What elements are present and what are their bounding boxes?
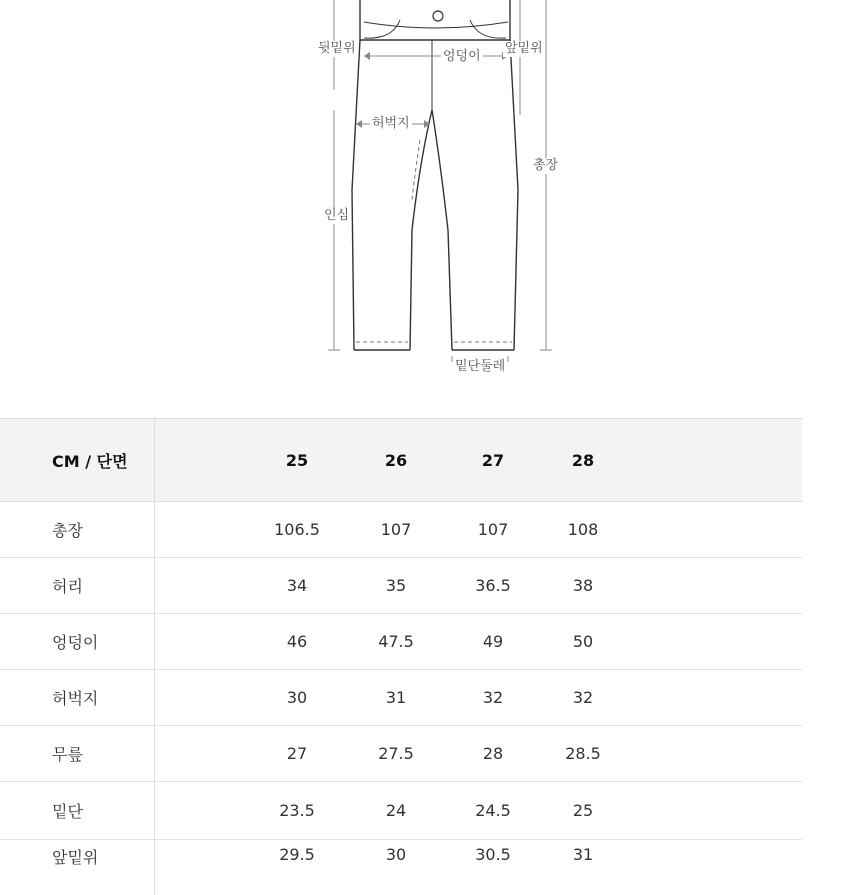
value-cell: 31 [385,687,407,707]
row-label: 총장 [52,520,83,540]
row-label: 밑단 [52,801,83,821]
value-cell: 49 [482,631,504,651]
value-cell: 30.5 [475,845,511,864]
table-row [0,839,802,895]
front-rise-label: 앞밑위 [505,41,543,56]
value-cell: 38 [572,575,594,595]
value-cell: 25 [572,800,594,820]
inseam-label: 인심 [324,208,350,223]
table-row [0,725,802,782]
row-label: 앞밑위 [52,848,99,867]
value-cell: 28.5 [565,743,601,763]
value-cell: 28 [482,743,504,763]
thigh-label: 허벅지 [372,116,410,131]
value-cell: 107 [380,519,412,539]
value-cell: 23.5 [279,800,315,820]
total-length-label: 총장 [533,158,559,173]
size-26-header: 26 [384,450,408,470]
value-cell: 32 [482,687,504,707]
value-cell: 36.5 [475,575,511,595]
value-cell: 24 [385,800,407,820]
pants-measurement-diagram [0,0,863,400]
value-cell: 30 [385,845,407,864]
value-cell: 29.5 [279,845,315,864]
value-cell: 32 [572,687,594,707]
size-27-header: 27 [481,450,505,470]
value-cell: 27 [286,743,308,763]
size-28-header: 28 [571,450,595,470]
row-label: 무릎 [52,744,83,764]
value-cell: 47.5 [378,631,414,651]
value-cell: 27.5 [378,743,414,763]
value-cell: 50 [572,631,594,651]
value-cell: 34 [286,575,308,595]
value-cell: 31 [572,845,594,864]
value-cell: 35 [385,575,407,595]
back-rise-label: 뒷밑위 [318,41,356,56]
size-25-header: 25 [285,450,309,470]
value-cell: 107 [477,519,509,539]
table-row [0,781,802,840]
table-row [0,613,802,670]
value-cell: 106.5 [274,519,320,539]
value-cell: 108 [567,519,599,539]
column-divider [154,419,155,501]
row-label: 허벅지 [52,688,99,708]
table-header-row [0,418,802,502]
value-cell: 24.5 [475,800,511,820]
row-label: 엉덩이 [52,632,99,652]
hem-circumference-label: 밑단둘레 [455,359,506,374]
value-cell: 30 [286,687,308,707]
hip-label: 엉덩이 [443,49,481,64]
table-row [0,501,802,558]
header-label: CM / 단면 [52,451,128,471]
table-row [0,669,802,726]
value-cell: 46 [286,631,308,651]
table-row [0,557,802,614]
pants-illustration [0,0,863,400]
row-label: 허리 [52,576,83,596]
